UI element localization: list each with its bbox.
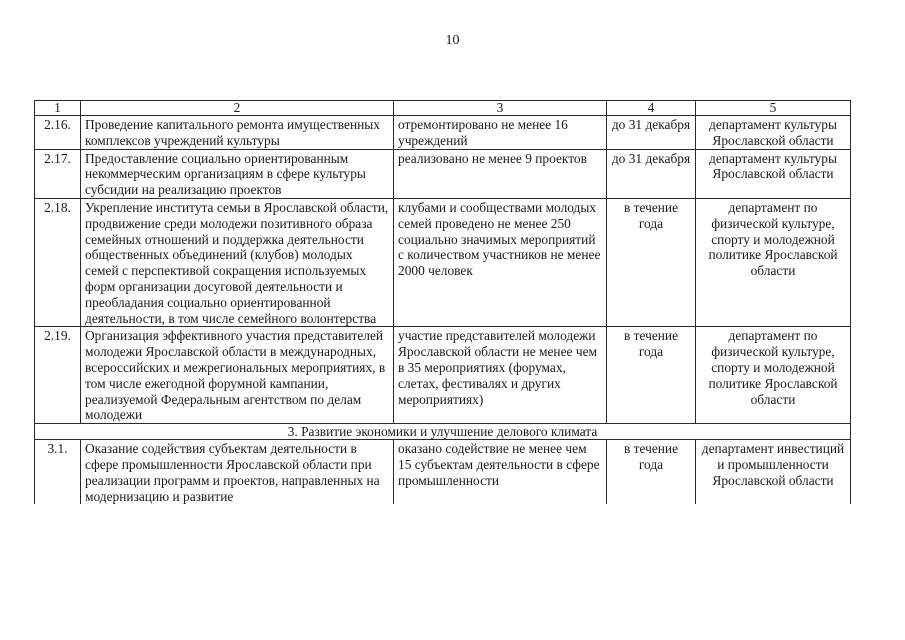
row-activity: Оказание содействия субъектам деятельности в сфере промышленности Ярославской области при реализации программ и проектов, направленных на модернизацию и развитие [81,440,394,505]
row-number: 2.18. [35,198,81,326]
table-row [35,327,851,424]
page-number: 10 [445,33,460,48]
row-responsible: департамент культуры Ярославской области [696,116,851,150]
header-cell-5: 5 [696,101,851,116]
row-responsible: департамент инвестиций и промышленности Ярославской области [696,440,851,505]
section-row [35,424,851,440]
row-number: 2.16. [35,116,81,150]
section-title: 3. Развитие экономики и улучшение делового климата [35,424,851,440]
row-deadline: в течение года [607,327,696,424]
row-activity: Предоставление социально ориентированным некоммерческим организациям в сфере культуры субсидии на реализацию проектов [81,149,394,198]
row-deadline: в течение года [607,198,696,326]
plan-table [34,100,851,504]
header-row [35,101,851,116]
table-row [35,198,851,326]
row-result: реализовано не менее 9 проектов [394,149,607,198]
table-row [35,440,851,505]
row-responsible: департамент культуры Ярославской области [696,149,851,198]
header-cell-4: 4 [607,101,696,116]
header-cell-3: 3 [394,101,607,116]
row-deadline: в течение года [607,440,696,505]
row-activity: Организация эффективного участия представителей молодежи Ярославской области в международных, всероссийских и межрегиональных мероприятиях, в том числе ежегодной форумной кампании, реализуемой Федеральным агентством по делам молодежи [81,327,394,424]
row-activity: Проведение капитального ремонта имущественных комплексов учреждений культуры [81,116,394,150]
row-result: отремонтировано не менее 16 учреждений [394,116,607,150]
row-deadline: до 31 декабря [607,149,696,198]
row-result: клубами и сообществами молодых семей проведено не менее 250 социально значимых мероприятий с количеством участников не менее 2000 человек [394,198,607,326]
row-responsible: департамент по физической культуре, спорту и молодежной политике Ярославской области [696,198,851,326]
header-cell-1: 1 [35,101,81,116]
row-responsible: департамент по физической культуре, спорту и молодежной политике Ярославской области [696,327,851,424]
table-row [35,149,851,198]
row-activity: Укрепление института семьи в Ярославской области, продвижение среди молодежи позитивного образа семейных отношений и поддержка деятельности общественных объединений (клубов) молодых семей с перспективой сокращения используемых форм организации досуговой деятельности и преобладания социально ориентированной деятельности, в том числе семейного волонтерства [81,198,394,326]
row-number: 2.17. [35,149,81,198]
header-cell-2: 2 [81,101,394,116]
row-result: оказано содействие не менее чем 15 субъектам деятельности в сфере промышленности [394,440,607,505]
row-deadline: до 31 декабря [607,116,696,150]
row-number: 2.19. [35,327,81,424]
row-result: участие представителей молодежи Ярославской области не менее чем в 35 мероприятиях (форумах, слетах, фестивалях и других мероприятиях) [394,327,607,424]
row-number: 3.1. [35,440,81,505]
table-row [35,116,851,150]
